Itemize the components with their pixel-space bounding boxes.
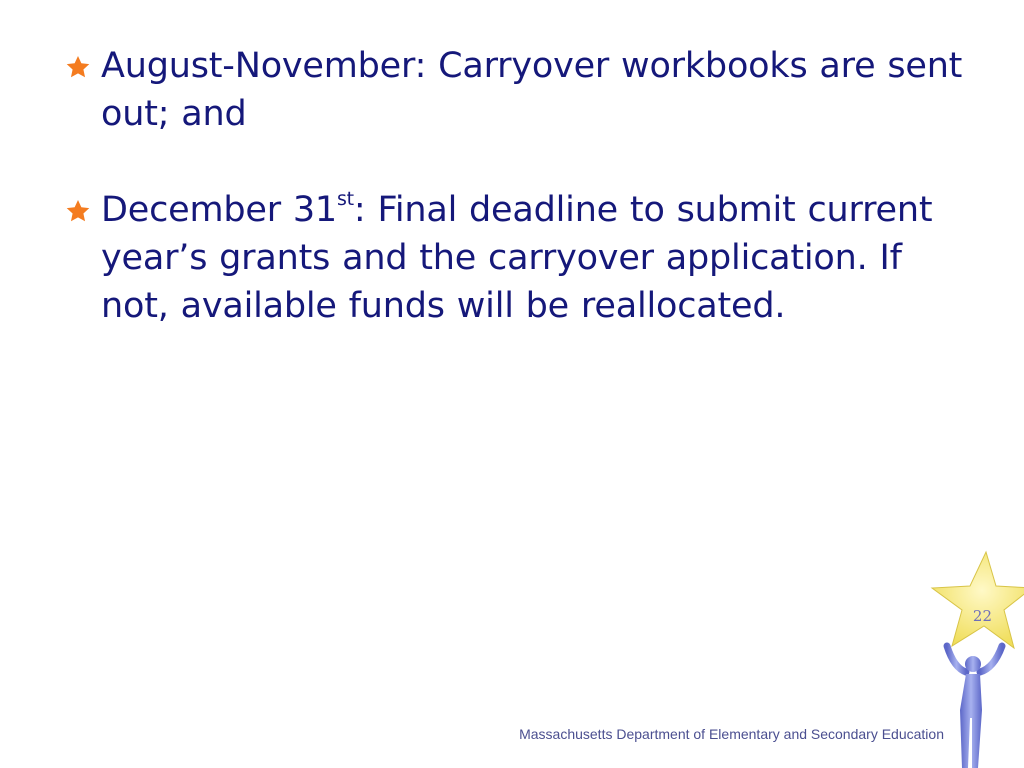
bullet-text: August-November: Carryover workbooks are sent out; and [101,46,963,134]
person-holding-star-icon [914,550,1024,768]
star-icon [64,198,92,224]
star-icon [64,54,92,80]
page-number: 22 [972,607,992,625]
bullet-text-before-superscript: December 31 [101,190,337,230]
ordinal-superscript: st [336,188,354,211]
bullet-text [101,186,964,330]
footer-text: Massachusetts Department of Elementary and Secondary Education [519,726,944,742]
bullet-text-after-superscript: : Final deadline to submit current year’s grants and the carryover application. If not, available funds will be reallocated. [101,190,933,326]
bullet-list [64,42,964,330]
bullet-item [64,42,964,138]
bullet-item [64,186,964,330]
